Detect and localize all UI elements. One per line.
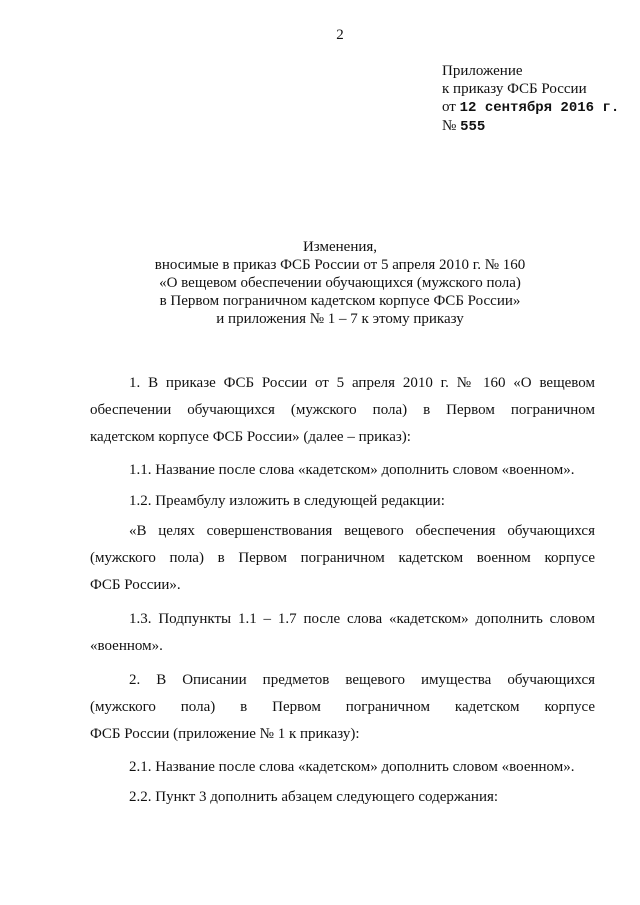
title-line-5: и приложения № 1 – 7 к этому приказу	[216, 311, 464, 327]
paragraph-2-line-2: (мужского пола) в Первом пограничном кадетском корпусе	[90, 699, 595, 715]
paragraph-2	[90, 667, 595, 748]
preamble-line-2: (мужского пола) в Первом пограничном кадетском военном корпусе	[90, 550, 595, 566]
paragraph-2-1	[90, 754, 595, 781]
paragraph-2-line-3: ФСБ России (приложение № 1 к приказу):	[90, 726, 360, 742]
appendix-number-prefix: №	[442, 118, 457, 134]
paragraph-1-1	[90, 457, 595, 484]
paragraph-1-line-2: обеспечении обучающихся (мужского пола) в Первом пограничном	[90, 402, 595, 418]
appendix-block	[442, 62, 619, 136]
title-line-2: вносимые в приказ ФСБ России от 5 апреля 2010 г. № 160	[154, 257, 526, 273]
title-line-3: «О вещевом обеспечении обучающихся (мужского пола)	[159, 275, 521, 291]
appendix-title: Приложение	[442, 63, 523, 79]
paragraph-2-2	[90, 784, 595, 811]
appendix-order-ref: к приказу ФСБ России	[442, 81, 587, 97]
paragraph-preamble	[90, 518, 595, 599]
paragraph-1-2-line: 1.2. Преамбулу изложить в следующей редакции:	[129, 493, 445, 509]
title-line-1: Изменения,	[302, 239, 378, 255]
paragraph-1	[90, 370, 595, 451]
page-number: 2	[336, 27, 344, 43]
appendix-date-value: 12 сентября 2016 г.	[459, 100, 620, 116]
paragraph-2-1-line: 2.1. Название после слова «кадетском» дополнить словом «военном».	[129, 759, 575, 775]
paragraph-1-line-3: кадетском корпусе ФСБ России» (далее – приказ):	[90, 429, 411, 445]
appendix-number-value: 555	[460, 119, 486, 135]
document-title	[0, 238, 640, 328]
appendix-date	[442, 98, 619, 117]
paragraph-1-1-line: 1.1. Название после слова «кадетском» дополнить словом «военном».	[129, 462, 575, 478]
appendix-date-prefix: от	[442, 99, 456, 115]
appendix-number	[442, 117, 619, 136]
title-line-4: в Первом пограничном кадетском корпусе ФСБ России»	[159, 293, 521, 309]
paragraph-1-line-1: 1. В приказе ФСБ России от 5 апреля 2010 г. № 160 «О вещевом	[129, 375, 595, 391]
paragraph-2-2-line: 2.2. Пункт 3 дополнить абзацем следующего содержания:	[129, 789, 499, 805]
paragraph-1-3-line-1: 1.3. Подпункты 1.1 – 1.7 после слова «кадетском» дополнить словом	[129, 611, 595, 627]
paragraph-1-2	[90, 488, 595, 515]
paragraph-1-3	[90, 606, 595, 660]
paragraph-2-line-1: 2. В Описании предметов вещевого имущества обучающихся	[129, 672, 595, 688]
paragraph-1-3-line-2: «военном».	[90, 638, 163, 654]
preamble-line-3: ФСБ России».	[90, 577, 181, 593]
preamble-line-1: «В целях совершенствования вещевого обеспечения обучающихся	[129, 523, 595, 539]
